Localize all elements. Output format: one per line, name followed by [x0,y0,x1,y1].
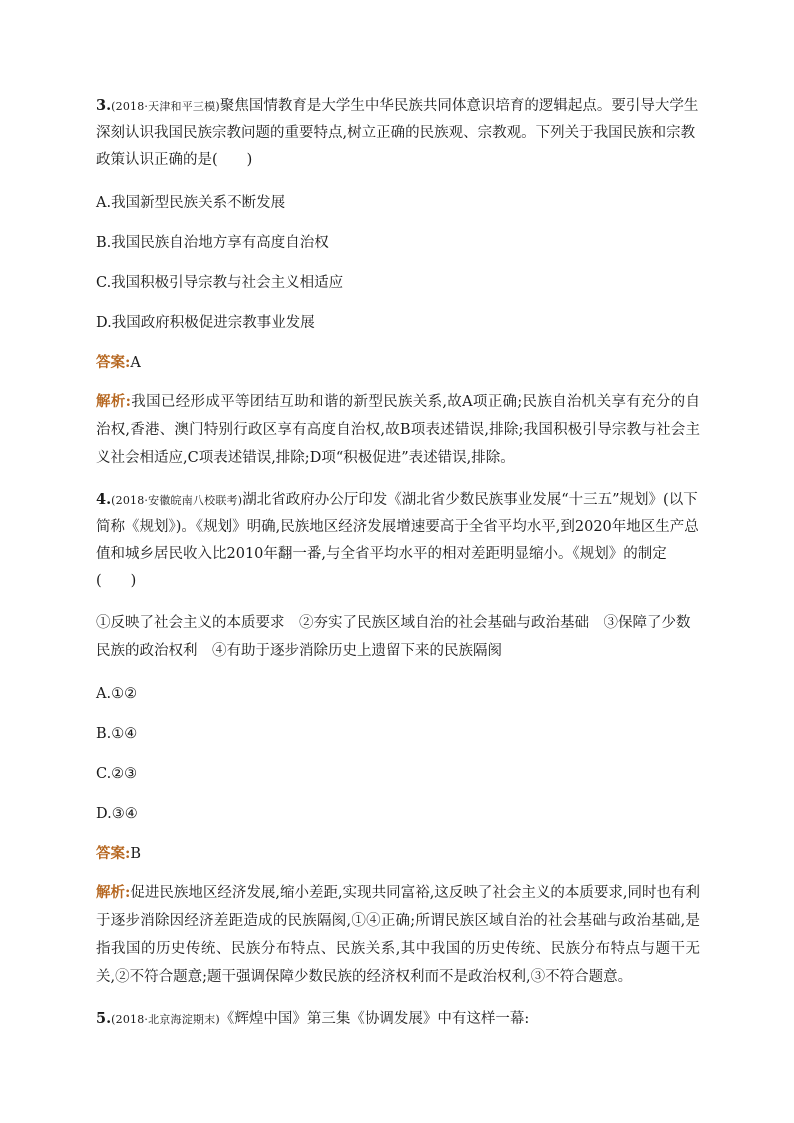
question-stem [96,92,700,174]
answer [96,352,700,374]
question-text: 《辉煌中国》第三集《协调发展》中有这样一幕: [219,1011,530,1027]
question-source: (2018·天津和平三模) [111,100,220,113]
question-3 [96,92,700,472]
analysis [96,388,700,472]
question-source: (2018·安徽皖南八校联考) [111,494,243,507]
option-c: C.②③ [96,766,138,782]
question-text: 聚焦国情教育是大学生中华民族共同体意识培育的逻辑起点。要引导大学生深刻认识我国民族宗教问题的重要特点,树立正确的民族观、宗教观。下列关于我国民族和宗教政策认识正确的是( ) [96,98,699,168]
answer-value: B [130,846,142,862]
option-a: A.我国新型民族关系不断发展 [96,195,286,211]
question-source: (2018·北京海淀期末) [111,1013,220,1026]
analysis-label: 解析: [96,884,131,901]
question-number: 4. [96,491,112,508]
option-b: B.我国民族自治地方享有高度自治权 [96,235,329,251]
question-4 [96,486,700,991]
question-text: 湖北省政府办公厅印发《湖北省少数民族事业发展“十三五”规划》(以下简称《规划》)。《规划》明确,民族地区经济发展增速要高于全省平均水平,到2020年地区生产总值和城乡居民收入比2010年翻一番,与全省平均水平的相对差距明显缩小。《规划》的制定( ) [96,492,699,589]
answer-label: 答案: [96,845,131,862]
analysis [96,879,700,991]
option-c: C.我国积极引导宗教与社会主义相适应 [96,275,344,291]
answer [96,843,700,865]
question-stem [96,486,700,595]
question-number: 5. [96,1010,112,1027]
option-b: B.①④ [96,726,138,742]
option-a: A.①② [96,686,138,702]
analysis-label: 解析: [96,393,131,410]
question-stem [96,1005,700,1033]
option-d: D.③④ [96,806,138,822]
answer-label: 答案: [96,354,131,371]
numbered-statements: ①反映了社会主义的本质要求 ②夯实了民族区域自治的社会基础与政治基础 ③保障了少数民族的政治权利 ④有助于逐步消除历史上遗留下来的民族隔阂 [96,615,691,659]
analysis-text: 促进民族地区经济发展,缩小差距,实现共同富裕,这反映了社会主义的本质要求,同时也有利于逐步消除因经济差距造成的民族隔阂,①④正确;所谓民族区域自治的社会基础与政治基础,是指我国的历史传统、民族分布特点、民族关系,其中我国的历史传统、民族分布特点与题干无关,②不符合题意;题干强调保障少数民族的经济权利而不是政治权利,③不符合题意。 [96,885,701,985]
answer-value: A [130,355,141,371]
option-d: D.我国政府积极促进宗教事业发展 [96,315,315,331]
question-number: 3. [96,97,112,114]
analysis-text: 我国已经形成平等团结互助和谐的新型民族关系,故A项正确;民族自治机关享有充分的自治权,香港、澳门特别行政区享有高度自治权,故B项表述错误,排除;我国积极引导宗教与社会主义社会相适应,C项表述错误,排除;D项“积极促进”表述错误,排除。 [96,394,700,466]
question-5 [96,1005,700,1033]
document-page [96,92,700,1033]
